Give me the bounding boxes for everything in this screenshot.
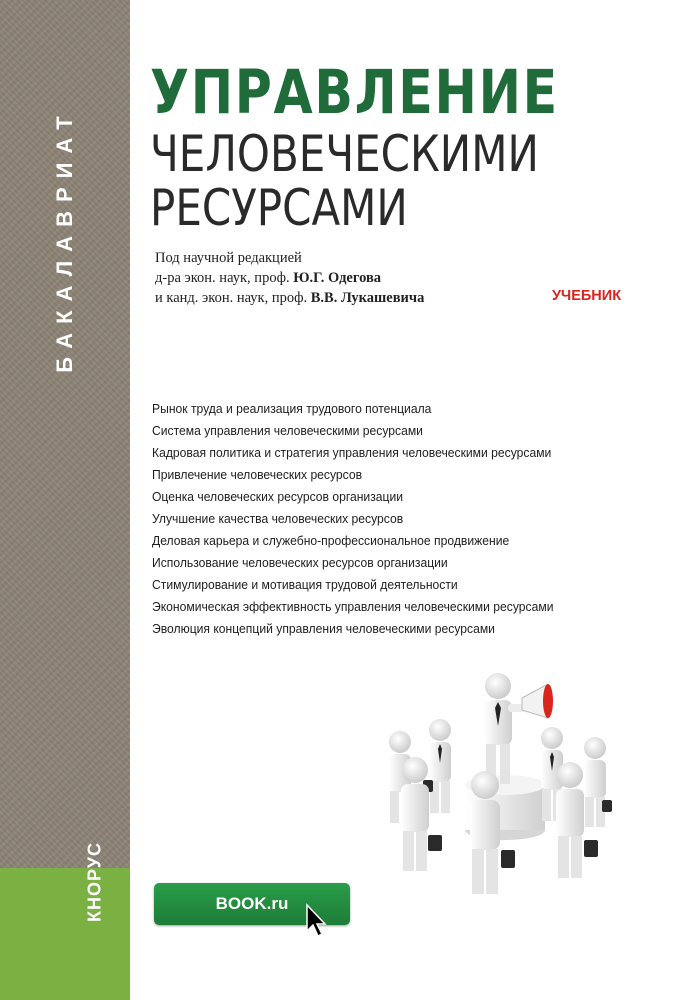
list-item: Эволюция концепций управления человеческими ресурсами [152,621,495,636]
list-item: Улучшение качества человеческих ресурсов [152,511,404,526]
editors-block [155,248,515,308]
editor-2-name: В.В. Лукашевича [310,290,425,306]
genre-label: УЧЕБНИК [552,288,622,304]
editor-2-prefix: и канд. экон. наук, проф. [155,290,308,306]
list-item: Использование человеческих ресурсов организации [152,555,448,570]
book-ru-button[interactable]: BOOK.ru [154,883,350,925]
list-item: Экономическая эффективность управления человеческими ресурсами [152,599,554,614]
list-item: Стимулирование и мотивация трудовой деятельности [152,577,458,592]
list-item: Кадровая политика и стратегия управления человеческими ресурсами [152,445,552,460]
list-item: Система управления человеческими ресурсами [152,423,423,438]
publisher-label: КНОРУС [84,842,105,922]
publisher-block [0,868,130,1000]
editor-1-prefix: д-ра экон. наук, проф. [155,270,290,286]
list-item: Деловая карьера и служебно-профессиональное продвижение [152,533,510,548]
title-line-2: ЧЕЛОВЕЧЕСКИМИ [150,125,539,183]
list-item: Привлечение человеческих ресурсов [152,467,363,482]
book-spine [0,0,130,1000]
series-label: БАКАЛАВРИАТ [52,107,77,373]
editor-1-name: Ю.Г. Одегова [293,270,382,286]
title-line-3: РЕСУРСАМИ [150,179,408,237]
cursor-icon [305,903,329,939]
editors-intro: Под научной редакцией [155,250,302,266]
list-item: Рынок труда и реализация трудового потенциала [152,401,432,416]
editor-1 [155,268,515,288]
book-title [150,57,670,237]
people-megaphone-illustration [370,660,620,900]
title-line-1: УПРАВЛЕНИЕ [150,57,559,128]
contents-list [152,398,612,640]
editor-2 [155,288,515,308]
list-item: Оценка человеческих ресурсов организации [152,489,404,504]
